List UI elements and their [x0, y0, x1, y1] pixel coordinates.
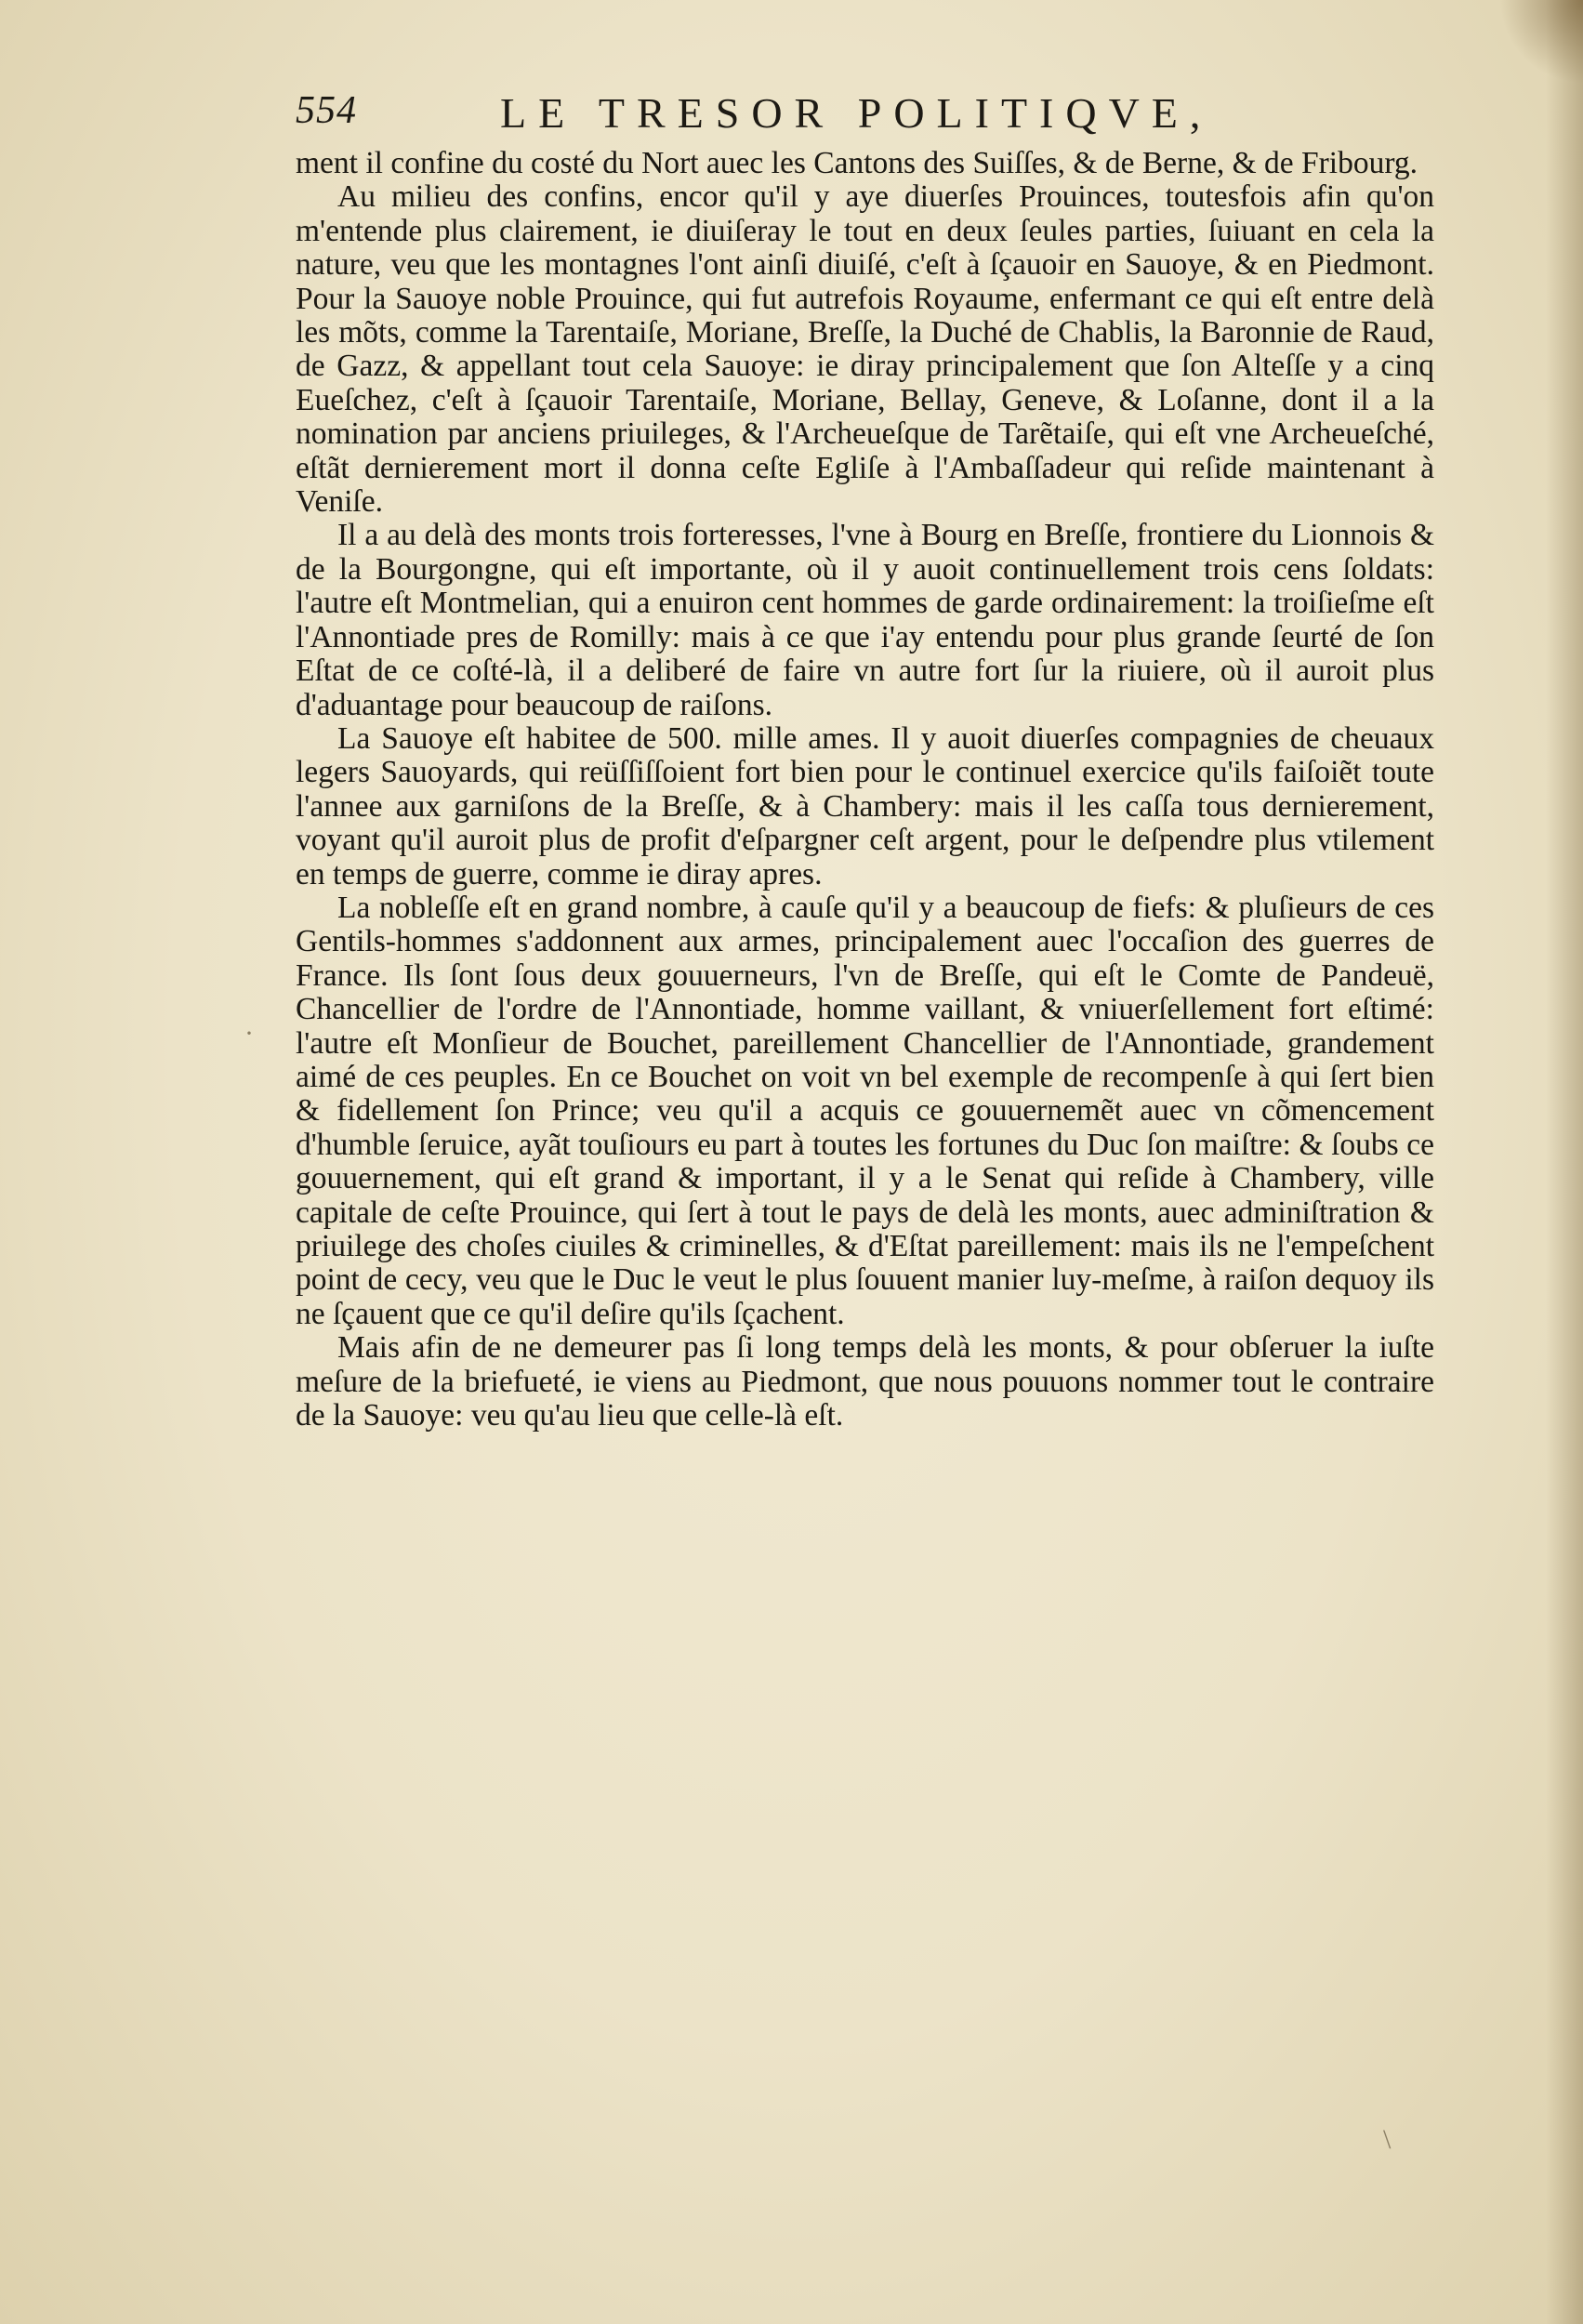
paragraph: Il a au delà des monts trois forteresses, l'vne à Bourg en Breſſe, frontiere du Lionnois & de la Bourgongne, qui eſt importante, où il y auoit continuellement trois cens ſoldats: l'autre eſt Montmelian, qui a enuiron cent hommes de garde ordinairement: la troiſieſme eſt l'Annontiade pres de Romilly: mais à ce que i'ay entendu pour plus grande ſeurté de ſon Eſtat de ce coſté-là, il a deliberé de faire vn autre fort ſur la riuiere, où il auroit plus d'aduantage pour beaucoup de raiſons. — [296, 518, 1434, 722]
page-number: 554 — [296, 89, 357, 132]
paragraph: La Sauoye eſt habitee de 500. mille ames. Il y auoit diuerſes compagnies de cheuaux legers Sauoyards, qui reüſſiſſoient fort bien pour le continuel exercice qu'ils faiſoiẽt toute l'annee aux garniſons de la Breſſe, & à Chambery: mais il les caſſa tous dernierement, voyant qu'il auroit plus de profit d'eſpargner ceſt argent, pour le deſpendre plus vtilement en temps de guerre, comme ie diray apres. — [296, 720, 1434, 891]
page-header — [296, 88, 1253, 139]
paragraph: Mais afin de ne demeurer pas ſi long temps delà les monts, & pour obſeruer la iuſte meſure de la briefueté, ie viens au Piedmont, que nous pouuons nommer tout le contraire de la Sauoye: veu qu'au lieu que celle-là eſt. — [296, 1330, 1434, 1433]
body-text — [296, 147, 1434, 1433]
page-edge-shadow — [1546, 0, 1583, 2324]
running-title: LE TRESOR POLITIQVE, — [500, 89, 1213, 137]
paragraph: ment il confine du costé du Nort auec les Cantons des Suiſſes, & de Berne, & de Fribourg. — [296, 146, 1418, 180]
paragraph: La nobleſſe eſt en grand nombre, à cauſe qu'il y a beaucoup de fiefs: & pluſieurs de ces Gentils-hommes s'addonnent aux armes, principalement auec l'occaſion des guerres de France. Ils ſont ſous deux gouuerneurs, l'vn de Breſſe, qui eſt le Comte de Pandeuë, Chancellier de l'ordre de l'Annontiade, homme vaillant, & vniuerſellement fort eſtimé: l'autre eſt Monſieur de Bouchet, pareillement Chancellier de l'Annontiade, grandement aimé de ces peuples. En ce Bouchet on voit vn bel exemple de recompenſe à qui ſert bien & fidellement ſon Prince; veu qu'il a acquis ce gouuernemẽt auec vn cõmencement d'humble ſeruice, ayãt touſiours eu part à toutes les fortunes du Duc ſon maiſtre: & ſoubs ce gouuernement, qui eſt grand & important, il y a le Senat qui reſide à Chambery, ville capitale de ceſte Prouince, qui ſert à tout le pays de delà les monts, auec adminiſtration & priuilege des choſes ciuiles & criminelles, & d'Eſtat pareillement: mais ils ne l'empeſchent point de cecy, veu que le Duc le veut le plus ſouuent manier luy-meſme, à raiſon dequoy ils ne ſçauent que ce qu'il deſire qu'ils ſçachent. — [296, 890, 1434, 1331]
page-corner-stain — [1499, 0, 1583, 84]
paragraph: Au milieu des confins, encor qu'il y aye diuerſes Prouinces, toutesfois afin qu'on m'entende plus clairement, ie diuiſeray le tout en deux ſeules parties, ſuiuant en cela la nature, veu que les montagnes l'ont ainſi diuiſé, c'eſt à ſçauoir en Sauoye, & en Piedmont. Pour la Sauoye noble Prouince, qui fut autrefois Royaume, enfermant ce qui eſt entre delà les mõts, comme la Tarentaiſe, Moriane, Breſſe, la Duché de Chablis, la Baronnie de Raud, de Gazz, & appellant tout cela Sauoye: ie diray principalement que ſon Alteſſe y a cinq Eueſchez, c'eſt à ſçauoir Tarentaiſe, Moriane, Bellay, Geneve, & Loſanne, dont il a la nomination par anciens priuileges, & l'Archeueſque de Tarẽtaiſe, qui eſt vne Archeueſché, eſtãt dernierement mort il donna ceſte Egliſe à l'Ambaſſadeur qui reſide maintenant à Veniſe. — [296, 179, 1434, 520]
margin-mark: \ — [1383, 2124, 1392, 2155]
margin-mark: · — [244, 1018, 254, 1049]
